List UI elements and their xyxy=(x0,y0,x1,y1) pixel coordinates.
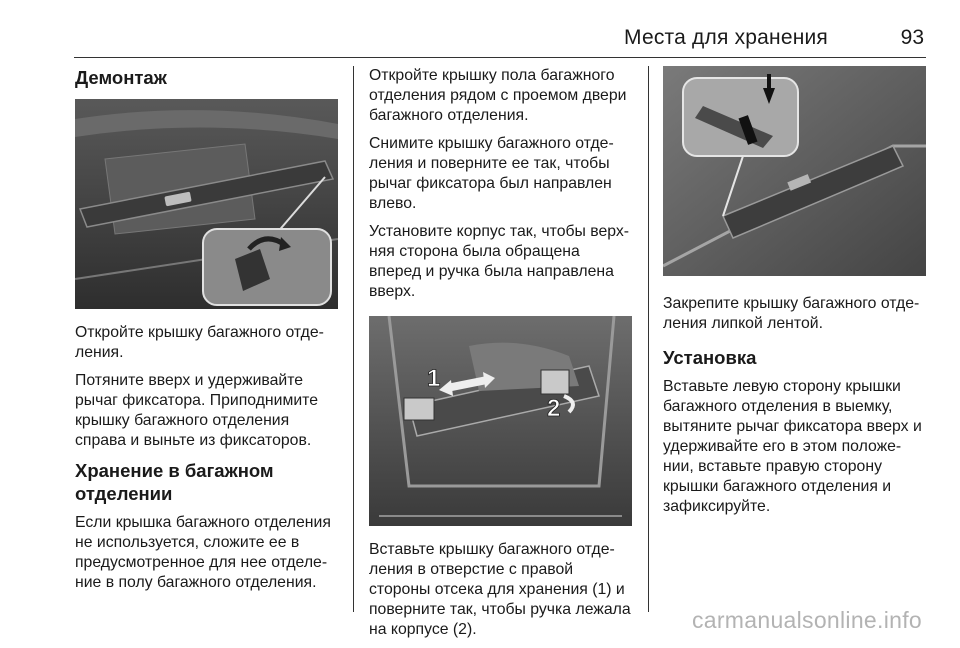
figure-cover-removal xyxy=(75,99,338,309)
column-3 xyxy=(663,66,929,525)
column-2 xyxy=(369,66,635,648)
site-watermark: carmanualsonline.info xyxy=(691,607,922,633)
page-number: 93 xyxy=(900,26,924,49)
heading-storage: Хранение в багажном отделении xyxy=(75,460,274,504)
col1-para-1: Откройте крышку багажного отде-ления. xyxy=(75,324,324,361)
figure-cover-stowed xyxy=(663,66,926,276)
header-rule xyxy=(74,57,926,58)
col2-para-3: Установите корпус так, чтобы верх-няя сторона была обращена вперед и ручка была направлена вверх. xyxy=(369,223,630,300)
col3-para-2: Вставьте левую сторону крышки багажного отделения в выемку, вытяните рычаг фиксатора вверх и удерживайте его в этом положе-нии, вставьте правую сторону крышки багажного отделения и зафиксируйте. xyxy=(663,378,922,515)
col3-para-1: Закрепите крышку багажного отде-ления липкой лентой. xyxy=(663,295,920,332)
callout-2: 2 xyxy=(547,395,561,422)
column-divider-1 xyxy=(353,66,354,612)
callout-1: 1 xyxy=(427,365,441,392)
col1-para-2: Потяните вверх и удерживайте рычаг фиксатора. Приподнимите крышку багажного отделения справа и выньте из фиксаторов. xyxy=(75,372,318,449)
heading-removal: Демонтаж xyxy=(75,67,167,88)
column-divider-2 xyxy=(648,66,649,612)
page-header-title: Места для хранения xyxy=(624,26,828,49)
col2-para-4: Вставьте крышку багажного отде-ления в отверстие с правой стороны отсека для хранения (1) и поверните так, чтобы ручка лежала на корпусе (2). xyxy=(369,541,631,638)
col2-para-1: Откройте крышку пола багажного отделения рядом с проемом двери багажного отделения. xyxy=(369,67,627,124)
column-1 xyxy=(75,66,341,601)
figure-storage-compartment xyxy=(369,316,632,526)
col2-para-2: Снимите крышку багажного отде-ления и поверните ее так, чтобы рычаг фиксатора был направлен влево. xyxy=(369,135,614,212)
heading-install: Установка xyxy=(663,347,757,368)
col1-para-3: Если крышка багажного отделения не используется, сложите ее в предусмотренное для нее отделе-ние в полу багажного отделения. xyxy=(75,514,331,591)
